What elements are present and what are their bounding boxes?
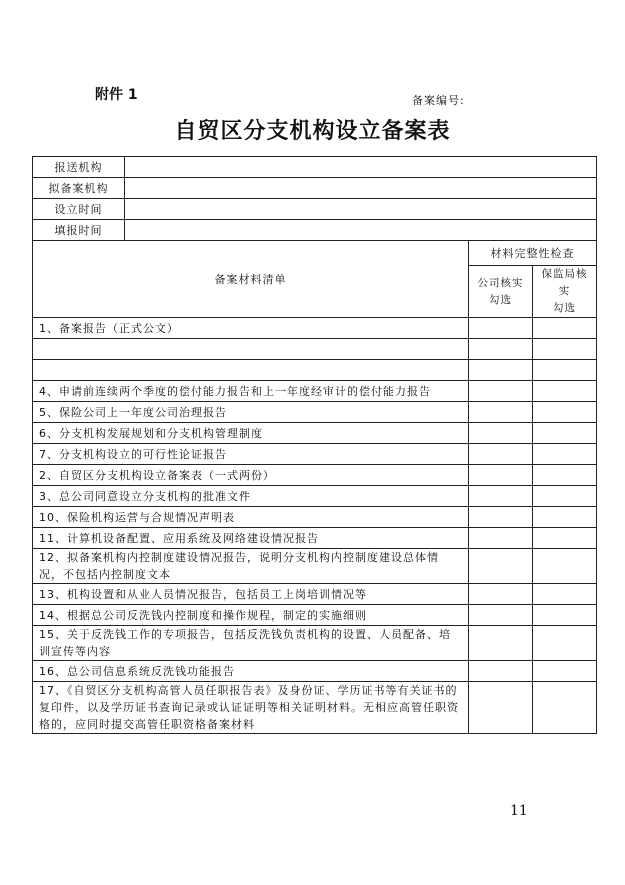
fill-time-field[interactable] (125, 220, 597, 241)
regulator-check-cell[interactable] (533, 661, 597, 682)
checklist-item: 15、关于反洗钱工作的专项报告，包括反洗钱负责机构的设置、人员配备、培训宣传等内容 (33, 626, 469, 661)
checklist-item: 13、机构设置和从业人员情况报告，包括员工上岗培训情况等 (33, 584, 469, 605)
checklist-item: 4、申请前连续两个季度的偿付能力报告和上一年度经审计的偿付能力报告 (33, 381, 469, 402)
table-row (33, 318, 597, 339)
company-check-cell[interactable] (469, 486, 533, 507)
table-row (33, 626, 597, 661)
regulator-check-cell[interactable] (533, 465, 597, 486)
company-check-cell[interactable] (469, 626, 533, 661)
info-label: 填报时间 (33, 220, 125, 241)
table-row (33, 507, 597, 528)
table-row (33, 339, 597, 360)
table-row (33, 486, 597, 507)
regulator-check-cell[interactable] (533, 381, 597, 402)
checklist-item: 6、分支机构发展规划和分支机构管理制度 (33, 423, 469, 444)
regulator-check-cell[interactable] (533, 584, 597, 605)
company-check-cell[interactable] (469, 549, 533, 584)
company-check-cell[interactable] (469, 605, 533, 626)
checklist-item: 16、总公司信息系统反洗钱功能报告 (33, 661, 469, 682)
checklist-item: 1、备案报告（正式公文） (33, 318, 469, 339)
checklist-item: 11、计算机设备配置、应用系统及网络建设情况报告 (33, 528, 469, 549)
page-number: 11 (510, 803, 528, 819)
company-check-cell[interactable] (469, 360, 533, 381)
table-row (33, 528, 597, 549)
info-label: 拟备案机构 (33, 178, 125, 199)
table-row (33, 682, 597, 734)
checklist-item: 12、拟备案机构内控制度建设情况报告，说明分支机构内控制度建设总体情况，不包括内控制度文本 (33, 549, 469, 584)
company-check-cell[interactable] (469, 507, 533, 528)
checklist-header-row (33, 241, 597, 266)
table-row (33, 584, 597, 605)
regulator-check-cell[interactable] (533, 682, 597, 734)
company-check-cell[interactable] (469, 318, 533, 339)
filing-number-label: 备案编号: (412, 94, 465, 107)
table-row (33, 661, 597, 682)
completeness-check-header: 材料完整性检查 (469, 241, 597, 266)
table-row (33, 381, 597, 402)
table-row (33, 402, 597, 423)
table-row (33, 444, 597, 465)
regulator-check-cell[interactable] (533, 318, 597, 339)
table-row (33, 465, 597, 486)
info-label: 报送机构 (33, 157, 125, 178)
regulator-check-cell[interactable] (533, 507, 597, 528)
regulator-check-cell[interactable] (533, 626, 597, 661)
regulator-check-cell[interactable] (533, 339, 597, 360)
company-check-cell[interactable] (469, 423, 533, 444)
regulator-check-cell[interactable] (533, 605, 597, 626)
checklist-item: 5、保险公司上一年度公司治理报告 (33, 402, 469, 423)
company-check-cell[interactable] (469, 584, 533, 605)
table-row (33, 605, 597, 626)
checklist-item (33, 339, 469, 360)
regulator-check-cell[interactable] (533, 528, 597, 549)
company-check-cell[interactable] (469, 465, 533, 486)
checklist-item: 14、根据总公司反洗钱内控制度和操作规程，制定的实施细则 (33, 605, 469, 626)
checklist-column-label: 备案材料清单 (33, 241, 469, 318)
company-check-cell[interactable] (469, 528, 533, 549)
info-row-setup-time (33, 199, 597, 220)
regulator-check-cell[interactable] (533, 549, 597, 584)
company-verify-header: 公司核实 勾选 (469, 266, 533, 318)
regulator-check-cell[interactable] (533, 423, 597, 444)
regulator-check-cell[interactable] (533, 402, 597, 423)
table-row (33, 423, 597, 444)
info-row-submitting-org (33, 157, 597, 178)
filing-form-table (32, 156, 597, 734)
company-check-cell[interactable] (469, 381, 533, 402)
setup-time-field[interactable] (125, 199, 597, 220)
checklist-item: 3、总公司同意设立分支机构的批准文件 (33, 486, 469, 507)
info-row-filing-org (33, 178, 597, 199)
company-check-cell[interactable] (469, 339, 533, 360)
regulator-check-cell[interactable] (533, 360, 597, 381)
table-row (33, 549, 597, 584)
checklist-item: 10、保险机构运营与合规情况声明表 (33, 507, 469, 528)
checklist-item (33, 360, 469, 381)
checklist-item: 7、分支机构设立的可行性论证报告 (33, 444, 469, 465)
company-check-cell[interactable] (469, 402, 533, 423)
company-check-cell[interactable] (469, 661, 533, 682)
attachment-label: 附件 1 (95, 87, 138, 103)
company-check-cell[interactable] (469, 444, 533, 465)
regulator-verify-header: 保监局核实 勾选 (533, 266, 597, 318)
info-row-fill-time (33, 220, 597, 241)
filing-org-field[interactable] (125, 178, 597, 199)
regulator-check-cell[interactable] (533, 486, 597, 507)
regulator-check-cell[interactable] (533, 444, 597, 465)
submitting-org-field[interactable] (125, 157, 597, 178)
company-check-cell[interactable] (469, 682, 533, 734)
table-row (33, 360, 597, 381)
checklist-item: 17、《自贸区分支机构高管人员任职报告表》及身份证、学历证书等有关证书的复印件，以及学历证书查询记录或认证证明等相关证明材料。无相应高管任职资格的，应同时提交高管任职资格备案材料 (33, 682, 469, 734)
checklist-item: 2、自贸区分支机构设立备案表（一式两份） (33, 465, 469, 486)
info-label: 设立时间 (33, 199, 125, 220)
page-title: 自贸区分支机构设立备案表 (174, 119, 451, 144)
